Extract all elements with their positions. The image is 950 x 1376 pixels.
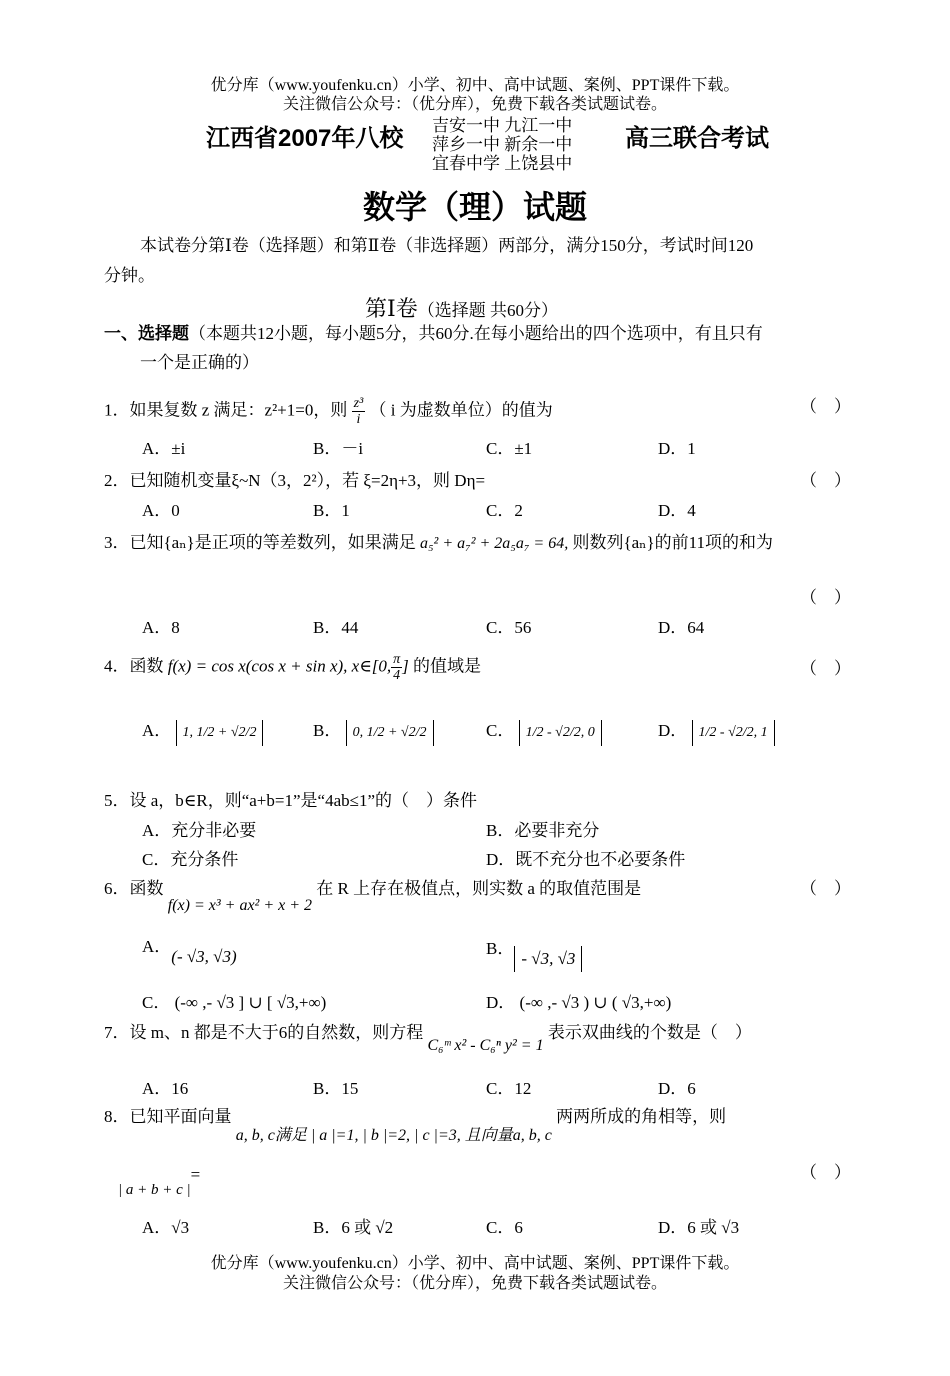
- header-line-2: 关注微信公众号：（优分库），免费下载各类试题试卷。: [282, 96, 667, 113]
- q6-stem-a: 6．函数: [104, 879, 164, 898]
- q4-stem-b: 的值域是: [413, 656, 482, 676]
- answer-paren: （ ）: [800, 879, 851, 898]
- exam-title-right: 高三联合考试: [625, 125, 769, 152]
- q7-option-c: C．12: [486, 1079, 532, 1098]
- q8-equals: =: [190, 1165, 201, 1184]
- q4-option-a: A． 1, 1/2 + √2/2: [142, 720, 263, 746]
- q1-fraction: [352, 396, 366, 427]
- q4-formula: f(x) = cos x(cos x + sin x), x∈[0,: [167, 656, 392, 676]
- q5-option-c: C．充分条件: [142, 850, 239, 869]
- q8-formula-2: | a + b + c |: [118, 1182, 191, 1198]
- q6-option-d-math: (-∞ ,- √3 ) ∪ ( √3,+∞): [519, 993, 672, 1012]
- q3-option-b: B．44: [313, 618, 359, 637]
- subject-title: 数学（理）试题: [362, 189, 587, 225]
- header-line-1: 优分库（www.youfenku.cn）小学、初中、高中试题、案例、PPT课件下载。: [210, 77, 740, 94]
- q6-option-b: B．- √3, √3: [486, 936, 582, 962]
- part-heading: [104, 323, 763, 345]
- q1-stem-b: （ i 为虚数单位）的值为: [369, 400, 553, 420]
- question-6-stem: [104, 878, 642, 914]
- part-desc: （本题共12小题，每小题5分，共60分.在每小题给出的四个选项中，有且只有: [189, 324, 763, 343]
- q1-option-a: A．±i: [142, 439, 186, 458]
- q7-option-d: D．6: [658, 1079, 696, 1098]
- q7-stem-b: 表示双曲线的个数是（ ）: [547, 1023, 752, 1042]
- q4-option-d: D． 1/2 - √2/2, 1: [658, 720, 775, 746]
- intro-line-2: 分钟。: [104, 266, 155, 285]
- question-4-stem: [104, 652, 481, 683]
- footer-line-1: 优分库（www.youfenku.cn）小学、初中、高中试题、案例、PPT课件下载。: [210, 1255, 740, 1272]
- q3-option-d: D．64: [658, 618, 705, 637]
- q8-option-b: B．6 或 √2: [313, 1218, 394, 1237]
- question-8-stem: [104, 1106, 727, 1144]
- q2-option-b: B．1: [313, 501, 350, 520]
- q3-stem-a: 3．已知{aₙ}是正项的等差数列，如果满足: [104, 533, 416, 552]
- q4-option-c: C． 1/2 - √2/2, 0: [486, 720, 602, 746]
- school-list: [432, 116, 572, 173]
- q6-option-c: C． (-∞ ,- √3 ] ∪ [ √3,+∞): [142, 993, 327, 1012]
- q1-option-c: C．±1: [486, 439, 533, 458]
- part-desc-2: 一个是正确的）: [140, 353, 259, 372]
- q8-stem-b: 两两所成的角相等，则: [556, 1107, 727, 1126]
- q4-frac-den: 4: [393, 668, 401, 683]
- q1-frac-den: i: [356, 412, 361, 427]
- q7-option-a: A．16: [142, 1079, 189, 1098]
- school-line: 宜春中学 上饶县中: [432, 154, 573, 173]
- q4-frac-num: π: [393, 652, 401, 667]
- q8-option-d: D．6 或 √3: [658, 1218, 740, 1237]
- q4-fraction: [391, 652, 402, 683]
- q4-option-b-math: 0, 1/2 + √2/2: [346, 720, 434, 746]
- q6-option-b-math: - √3, √3: [514, 946, 582, 972]
- part-label: 一、选择题: [104, 324, 189, 343]
- q5-option-b: B．必要非充分: [486, 821, 600, 840]
- question-1-stem: [104, 396, 553, 427]
- q2-option-c: C．2: [486, 501, 523, 520]
- q6-option-c-math: (-∞ ,- √3 ] ∪ [ √3,+∞): [174, 993, 327, 1012]
- answer-paren: （ ）: [800, 588, 851, 607]
- q7-option-b: B．15: [313, 1079, 359, 1098]
- q8-stem-a: 8．已知平面向量: [104, 1107, 232, 1126]
- footer-line-2: 关注微信公众号：（优分库），免费下载各类试题试卷。: [282, 1275, 667, 1292]
- q4-stem-a: 4．函数: [104, 656, 164, 676]
- q4-formula-end: ]: [402, 656, 409, 676]
- answer-paren: （ ）: [800, 471, 851, 490]
- q8-question-line: [118, 1164, 201, 1198]
- q1-frac-num: z³: [353, 396, 364, 411]
- q3-option-c: C．56: [486, 618, 532, 637]
- q4-option-d-math: 1/2 - √2/2, 1: [692, 720, 775, 746]
- q7-stem-a: 7．设 m、n 都是不大于6的自然数，则方程: [104, 1023, 424, 1042]
- q1-stem-a: 1．如果复数 z 满足：z²+1=0，则: [104, 400, 348, 420]
- q6-option-a-math: (- √3, √3): [171, 947, 237, 966]
- answer-paren: （ ）: [800, 659, 851, 678]
- q6-option-a: A．(- √3, √3): [142, 937, 237, 966]
- school-line: 萍乡一中 新余一中: [432, 135, 573, 154]
- q8-formula: a, b, c满足 | a |=1, | b |=2, | c |=3, 且向量a, b, c: [235, 1127, 552, 1144]
- q3-formula: a₅² + a₇² + 2a₅a₇ = 64,: [419, 535, 569, 552]
- q3-option-a: A．8: [142, 618, 180, 637]
- q2-option-d: D．4: [658, 501, 696, 520]
- q4-option-a-math: 1, 1/2 + √2/2: [176, 720, 264, 746]
- answer-paren: （ ）: [800, 1163, 851, 1182]
- intro-line-1: 本试卷分第Ⅰ卷（选择题）和第Ⅱ卷（非选择题）两部分，满分150分，考试时间120: [140, 236, 754, 255]
- school-line: 吉安一中 九江一中: [432, 116, 573, 135]
- question-5-stem: 5．设 a，b∈R，则“a+b=1”是“4ab≤1”的（ ）条件: [104, 791, 477, 810]
- exam-title-left: 江西省2007年八校: [206, 125, 404, 152]
- q6-stem-b: 在 R 上存在极值点，则实数 a 的取值范围是: [316, 879, 642, 898]
- q8-option-a: A．√3: [142, 1218, 190, 1237]
- answer-paren: （ ）: [800, 397, 851, 416]
- q4-option-b: B． 0, 1/2 + √2/2: [313, 720, 434, 746]
- q1-option-b: B．－i: [313, 439, 364, 458]
- section-heading: [365, 292, 558, 323]
- q3-stem-b: 则数列{aₙ}的前11项的和为: [572, 533, 774, 552]
- q1-option-d: D．1: [658, 439, 696, 458]
- question-3-stem: [104, 532, 773, 555]
- q4-option-c-math: 1/2 - √2/2, 0: [519, 720, 602, 746]
- question-2-stem: 2．已知随机变量ξ~N（3，2²），若 ξ=2η+3，则 Dη=: [104, 471, 486, 490]
- q6-option-d: D． (-∞ ,- √3 ) ∪ ( √3,+∞): [486, 993, 672, 1012]
- question-7-stem: [104, 1022, 752, 1054]
- q7-formula: C₆ᵐ x² - C₆ⁿ y² = 1: [427, 1037, 544, 1054]
- section-note: （选择题 共60分）: [417, 301, 558, 320]
- q6-formula: f(x) = x³ + ax² + x + 2: [167, 897, 313, 914]
- q5-option-a: A．充分非必要: [142, 821, 257, 840]
- section-title: 第Ⅰ卷: [365, 296, 418, 321]
- q8-option-c: C．6: [486, 1218, 523, 1237]
- q5-option-d: D．既不充分也不必要条件: [486, 850, 686, 869]
- q2-option-a: A．0: [142, 501, 180, 520]
